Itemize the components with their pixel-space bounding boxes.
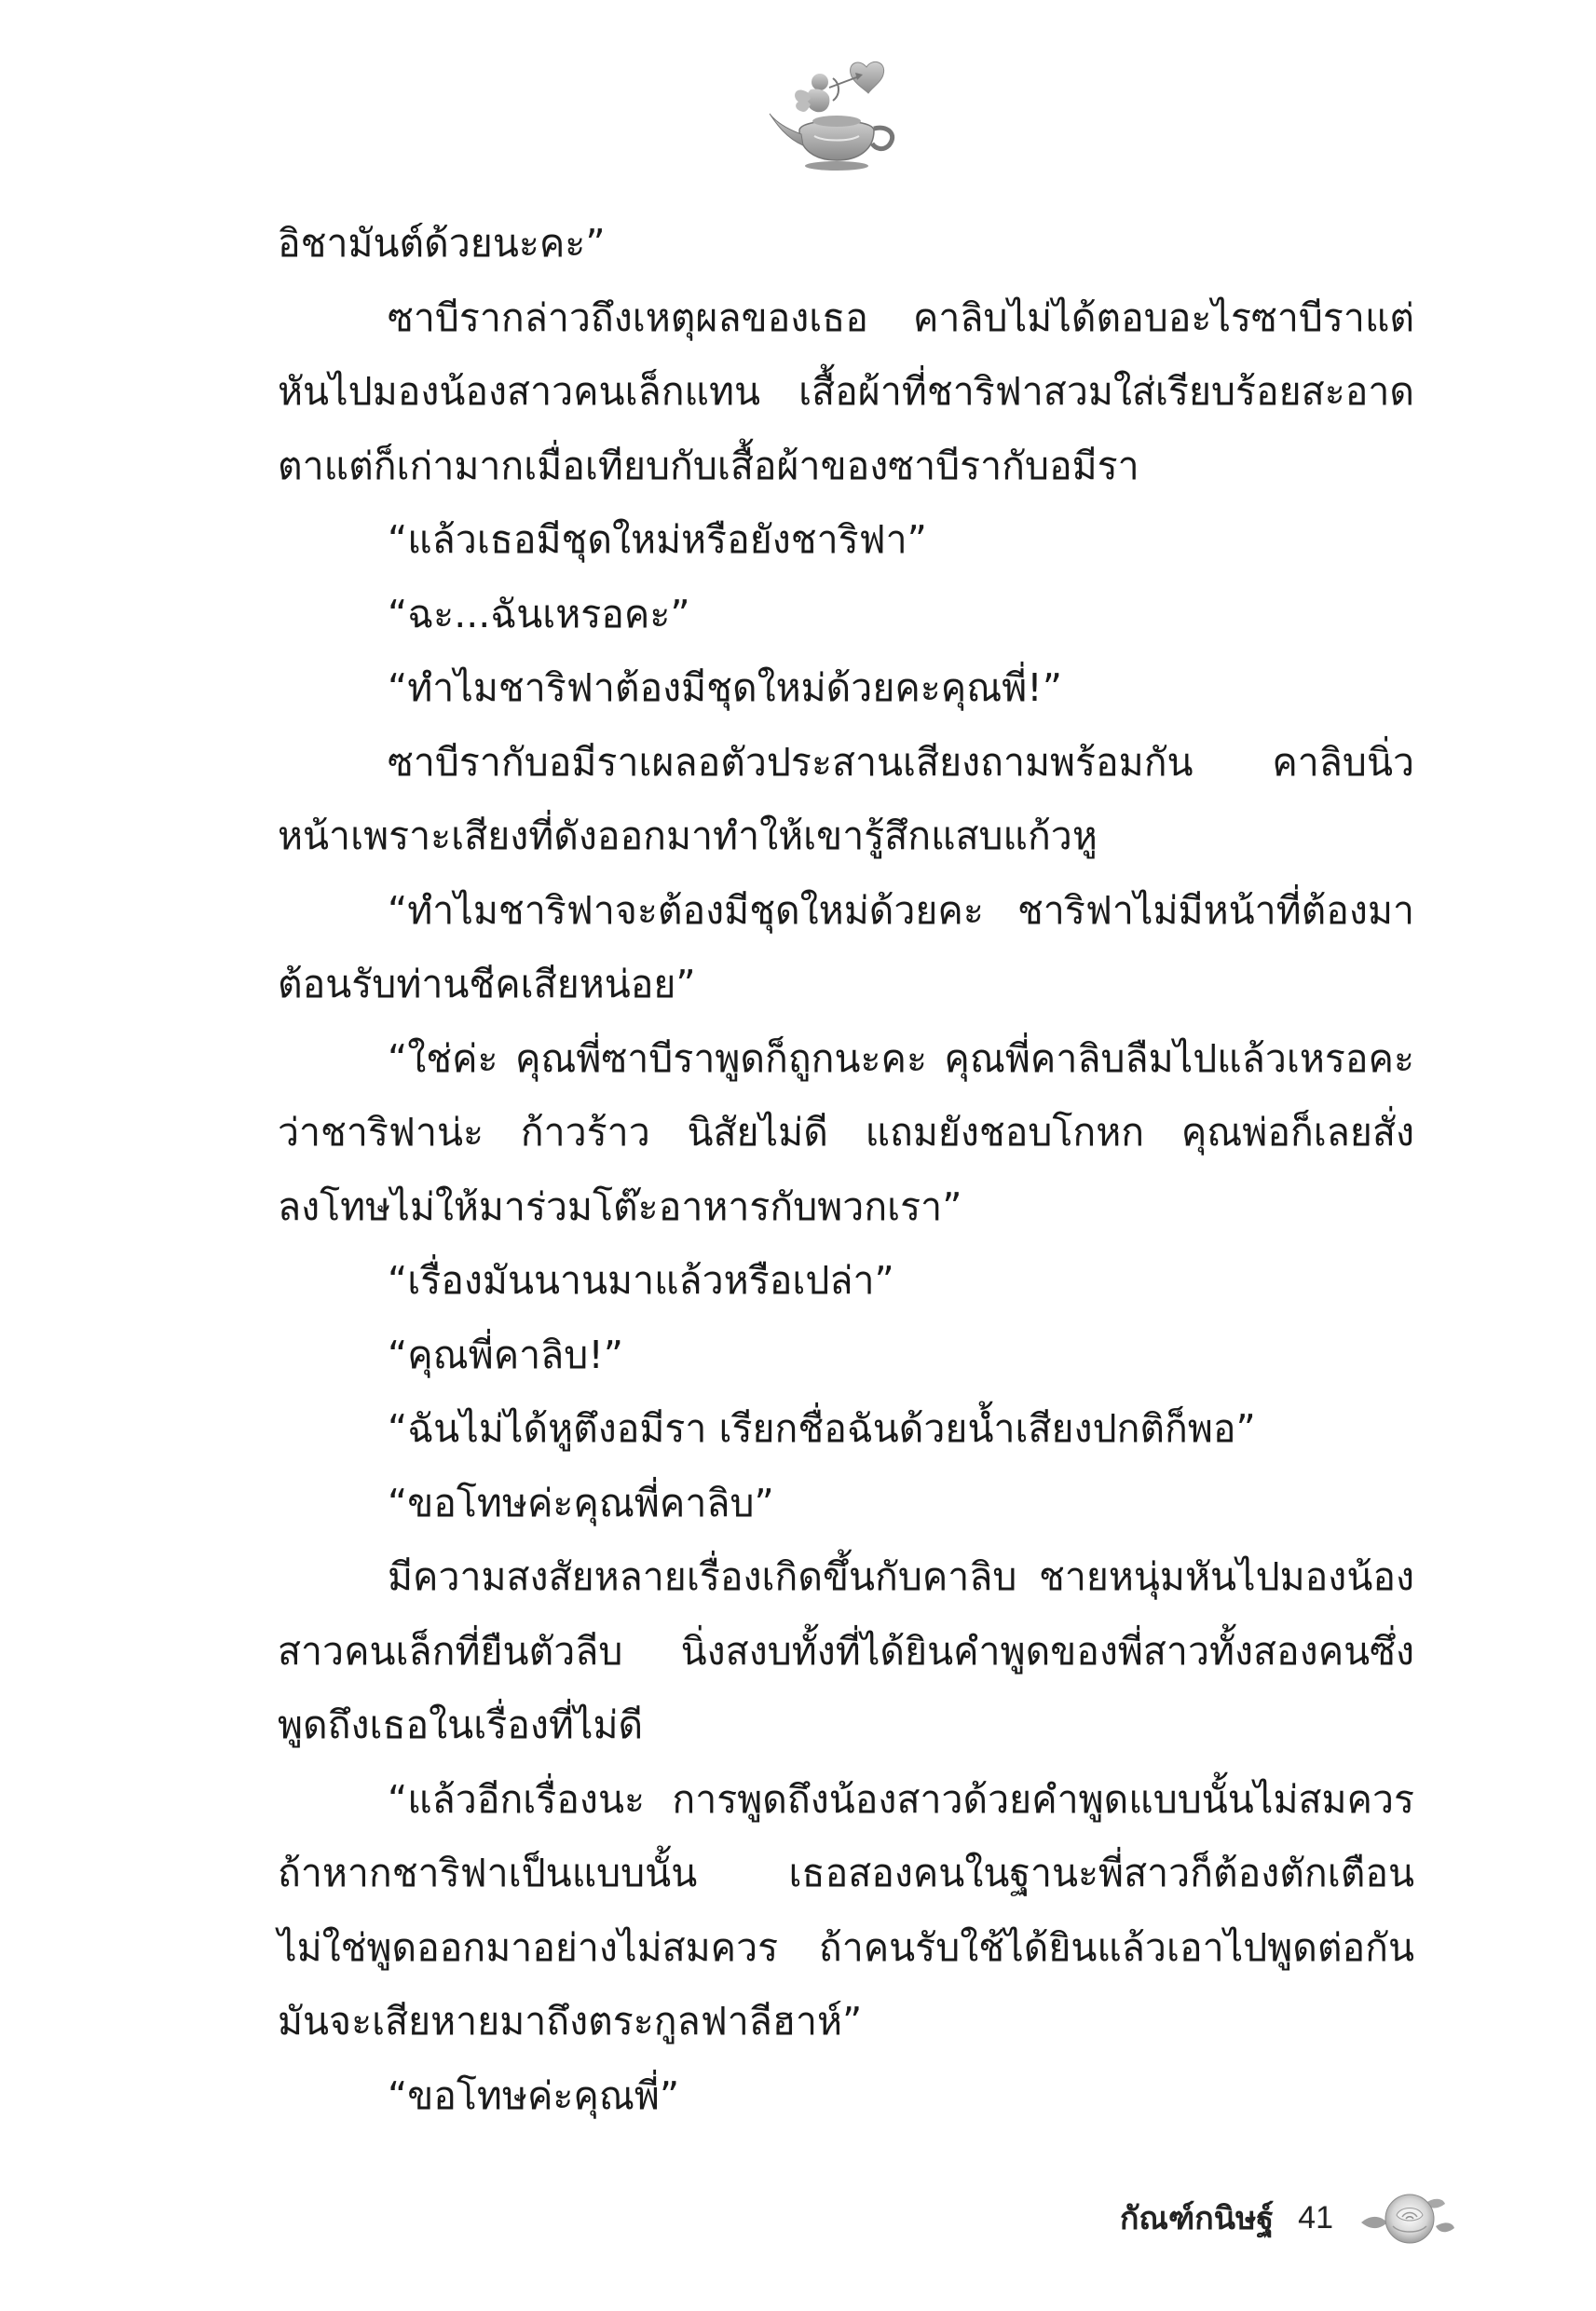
paragraph: “ขอโทษค่ะคุณพี่คาลิบ” <box>388 1480 774 1525</box>
footer-author: กัณฑ์กนิษฐ์ <box>1119 2200 1275 2237</box>
page-footer <box>1120 2181 1456 2255</box>
paragraph: “ขอโทษค่ะคุณพี่” <box>388 2072 680 2118</box>
paragraph: มีความสงสัยหลายเรื่องเกิดขึ้นกับคาลิบ ชายหนุ่มหันไปมองน้องสาวคนเล็กที่ยืนตัวลีบ นิ่งสงบทั้งที่ได้ยินคำพูดของพี่สาวทั้งสองคนซึ่งพูดถึงเธอในเรื่องที่ไม่ดี <box>278 1554 1414 1747</box>
body-text <box>278 207 1414 2133</box>
paragraph: “ใช่ค่ะ คุณพี่ซาบีราพูดก็ถูกนะคะ คุณพี่คาลิบลืมไปแล้วเหรอคะว่าชาริฟาน่ะ ก้าวร้าว นิสัยไม่ดี แถมยังชอบโกหก คุณพ่อก็เลยสั่งลงโทษไม่ให้มาร่วมโต๊ะอาหารกับพวกเรา” <box>278 1035 1414 1229</box>
page-number: 41 <box>1298 2199 1333 2236</box>
paragraph: “ทำไมชาริฟาต้องมีชุดใหม่ด้วยคะคุณพี่!” <box>388 665 1062 710</box>
paragraph: “ทำไมชาริฟาจะต้องมีชุดใหม่ด้วยคะ ชาริฟาไม่มีหน้าที่ต้องมาต้อนรับท่านชีคเสียหน่อย” <box>278 887 1414 1006</box>
paragraph: “ฉะ...ฉันเหรอคะ” <box>388 591 690 636</box>
paragraph: “คุณพี่คาลิบ!” <box>388 1332 624 1377</box>
cupid-teapot-ornament-icon <box>762 56 911 177</box>
paragraph: “แล้วเธอมีชุดใหม่หรือยังชาริฟา” <box>388 517 927 562</box>
paragraph: อิชามันต์ด้วยนะคะ” <box>278 221 606 266</box>
paragraph: ซาบีรากับอมีราเผลอตัวประสานเสียงถามพร้อมกัน คาลิบนิ่วหน้าเพราะเสียงที่ดังออกมาทำให้เขารู้สึกแสบแก้วหู <box>278 739 1414 858</box>
paragraph: “แล้วอีกเรื่องนะ การพูดถึงน้องสาวด้วยคำพูดแบบนั้นไม่สมควรถ้าหากชาริฟาเป็นแบบนั้น เธอสองคนในฐานะพี่สาวก็ต้องตักเตือนไม่ใช่พูดออกมาอย่างไม่สมควร ถ้าคนรับใช้ได้ยินแล้วเอาไปพูดต่อกันมันจะเสียหายมาถึงตระกูลฟาลีฮาห์” <box>278 1776 1414 2044</box>
paragraph: “เรื่องมันนานมาแล้วหรือเปล่า” <box>388 1258 894 1303</box>
paragraph: “ฉันไม่ได้หูตึงอมีรา เรียกชื่อฉันด้วยน้ำเสียงปกติก็พอ” <box>388 1406 1256 1451</box>
rose-ornament-icon <box>1354 2185 1456 2250</box>
paragraph: ซาบีรากล่าวถึงเหตุผลของเธอ คาลิบไม่ได้ตอบอะไรซาบีราแต่หันไปมองน้องสาวคนเล็กแทน เสื้อผ้าที่ชาริฟาสวมใส่เรียบร้อยสะอาดตาแต่ก็เก่ามากเมื่อเทียบกับเสื้อผ้าของซาบีรากับอมีรา <box>278 294 1414 488</box>
